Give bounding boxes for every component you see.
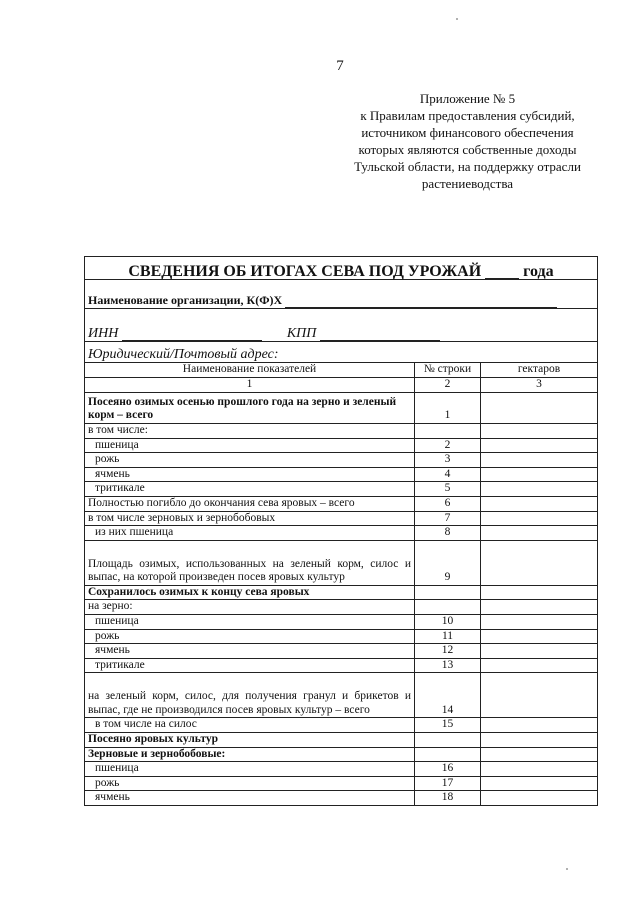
row-name: пшеница — [85, 762, 415, 777]
hectares-cell[interactable] — [481, 658, 598, 673]
row-name: из них пшеница — [85, 526, 415, 541]
row-name: рожь — [85, 776, 415, 791]
row-line: 10 — [415, 614, 481, 629]
column-header: Наименование показателей — [85, 363, 415, 378]
form-title-row — [85, 257, 598, 280]
row-line: 4 — [415, 467, 481, 482]
table-row — [85, 453, 598, 468]
row-name: Сохранилось озимых к концу сева яровых — [85, 585, 415, 600]
column-number: 2 — [415, 378, 481, 393]
row-name: ячмень — [85, 644, 415, 659]
row-name: на зерно: — [85, 600, 415, 615]
hectares-cell[interactable] — [481, 393, 598, 424]
table-row — [85, 482, 598, 497]
row-name: ячмень — [85, 467, 415, 482]
row-line: 7 — [415, 511, 481, 526]
org-row — [85, 280, 598, 309]
row-name: на зеленый корм, силос, для получения гранул и брикетов и выпас, где не производился посев яровых культур – всего — [85, 673, 415, 718]
form-title-text: СВЕДЕНИЯ ОБ ИТОГАХ СЕВА ПОД УРОЖАЙ — [128, 263, 482, 281]
row-line — [415, 585, 481, 600]
column-number-row — [85, 378, 598, 393]
hectares-cell[interactable] — [481, 482, 598, 497]
address-label: Юридический/Почтовый адрес: — [85, 342, 598, 363]
table-row — [85, 762, 598, 777]
hectares-cell[interactable] — [481, 644, 598, 659]
hectares-cell[interactable] — [481, 776, 598, 791]
row-line: 5 — [415, 482, 481, 497]
table-row — [85, 526, 598, 541]
row-line — [415, 732, 481, 747]
row-line: 18 — [415, 791, 481, 806]
hectares-cell[interactable] — [481, 496, 598, 511]
inn-kpp-row — [85, 309, 598, 342]
hectares-cell[interactable] — [481, 526, 598, 541]
column-header: гектаров — [481, 363, 598, 378]
table-row — [85, 614, 598, 629]
table-row — [85, 718, 598, 733]
row-line: 11 — [415, 629, 481, 644]
table-row — [85, 393, 598, 424]
hectares-cell[interactable] — [481, 438, 598, 453]
row-name: в том числе зерновых и зернобобовых — [85, 511, 415, 526]
table-row — [85, 496, 598, 511]
hectares-cell[interactable] — [481, 540, 598, 585]
table-row — [85, 438, 598, 453]
row-name: Площадь озимых, использованных на зеленый корм, силос и выпас, на которой произведен посев яровых культур — [85, 540, 415, 585]
table-row — [85, 540, 598, 585]
table-row — [85, 776, 598, 791]
row-line: 3 — [415, 453, 481, 468]
appendix-line: источником финансового обеспечения — [361, 125, 574, 140]
table-row — [85, 629, 598, 644]
row-name: рожь — [85, 629, 415, 644]
inn-blank[interactable] — [122, 340, 262, 341]
form-title-suffix: года — [523, 263, 554, 281]
row-name: пшеница — [85, 438, 415, 453]
row-line: 6 — [415, 496, 481, 511]
row-line: 13 — [415, 658, 481, 673]
scan-dot — [566, 868, 568, 870]
hectares-cell[interactable] — [481, 511, 598, 526]
org-name-blank[interactable] — [285, 307, 557, 308]
appendix-line: которых являются собственные доходы — [358, 142, 577, 157]
row-line: 15 — [415, 718, 481, 733]
column-header-row — [85, 363, 598, 378]
hectares-cell[interactable] — [481, 614, 598, 629]
hectares-cell[interactable] — [481, 424, 598, 439]
table-row — [85, 658, 598, 673]
hectares-cell[interactable] — [481, 453, 598, 468]
row-line: 9 — [415, 540, 481, 585]
table-row — [85, 600, 598, 615]
table-row — [85, 585, 598, 600]
hectares-cell[interactable] — [481, 585, 598, 600]
row-line: 12 — [415, 644, 481, 659]
scan-dot — [456, 18, 458, 20]
table-row — [85, 732, 598, 747]
appendix-line: к Правилам предоставления субсидий, — [360, 108, 575, 123]
row-line: 16 — [415, 762, 481, 777]
appendix-header — [345, 90, 590, 192]
kpp-blank[interactable] — [320, 340, 440, 341]
form-title — [85, 257, 598, 280]
hectares-cell[interactable] — [481, 791, 598, 806]
column-number: 3 — [481, 378, 598, 393]
column-header: № строки — [415, 363, 481, 378]
row-line: 8 — [415, 526, 481, 541]
row-name: Посеяно озимых осенью прошлого года на зерно и зеленый корм – всего — [85, 393, 415, 424]
row-line: 2 — [415, 438, 481, 453]
row-name: рожь — [85, 453, 415, 468]
inn-label: ИНН — [88, 326, 119, 342]
table-row — [85, 511, 598, 526]
row-name: пшеница — [85, 614, 415, 629]
org-label: Наименование организации, К(Ф)Х — [88, 293, 283, 308]
row-line — [415, 600, 481, 615]
row-name: Посеяно яровых культур — [85, 732, 415, 747]
table-row — [85, 424, 598, 439]
hectares-cell[interactable] — [481, 747, 598, 762]
row-name: в том числе на силос — [85, 718, 415, 733]
row-name: Полностью погибло до окончания сева яровых – всего — [85, 496, 415, 511]
hectares-cell[interactable] — [481, 600, 598, 615]
table-row — [85, 747, 598, 762]
hectares-cell[interactable] — [481, 718, 598, 733]
appendix-line: растениеводства — [421, 176, 514, 191]
sowing-report-form — [84, 256, 598, 806]
row-name: тритикале — [85, 658, 415, 673]
appendix-line: Приложение № 5 — [419, 91, 516, 106]
row-line: 17 — [415, 776, 481, 791]
appendix-line: Тульской области, на поддержку отрасли — [354, 159, 581, 174]
hectares-cell[interactable] — [481, 732, 598, 747]
hectares-cell[interactable] — [481, 762, 598, 777]
table-row — [85, 467, 598, 482]
row-name: тритикале — [85, 482, 415, 497]
row-name: ячмень — [85, 791, 415, 806]
row-line — [415, 424, 481, 439]
table-row — [85, 644, 598, 659]
address-row — [85, 342, 598, 363]
row-name: в том числе: — [85, 424, 415, 439]
hectares-cell[interactable] — [481, 673, 598, 718]
row-line: 14 — [415, 673, 481, 718]
page-number: 7 — [336, 58, 344, 74]
hectares-cell[interactable] — [481, 629, 598, 644]
table-row — [85, 791, 598, 806]
hectares-cell[interactable] — [481, 467, 598, 482]
table-row — [85, 673, 598, 718]
row-line — [415, 747, 481, 762]
year-blank[interactable] — [485, 278, 519, 279]
row-line: 1 — [415, 393, 481, 424]
column-number: 1 — [85, 378, 415, 393]
kpp-label: КПП — [286, 326, 317, 342]
row-name: Зерновые и зернобобовые: — [85, 747, 415, 762]
